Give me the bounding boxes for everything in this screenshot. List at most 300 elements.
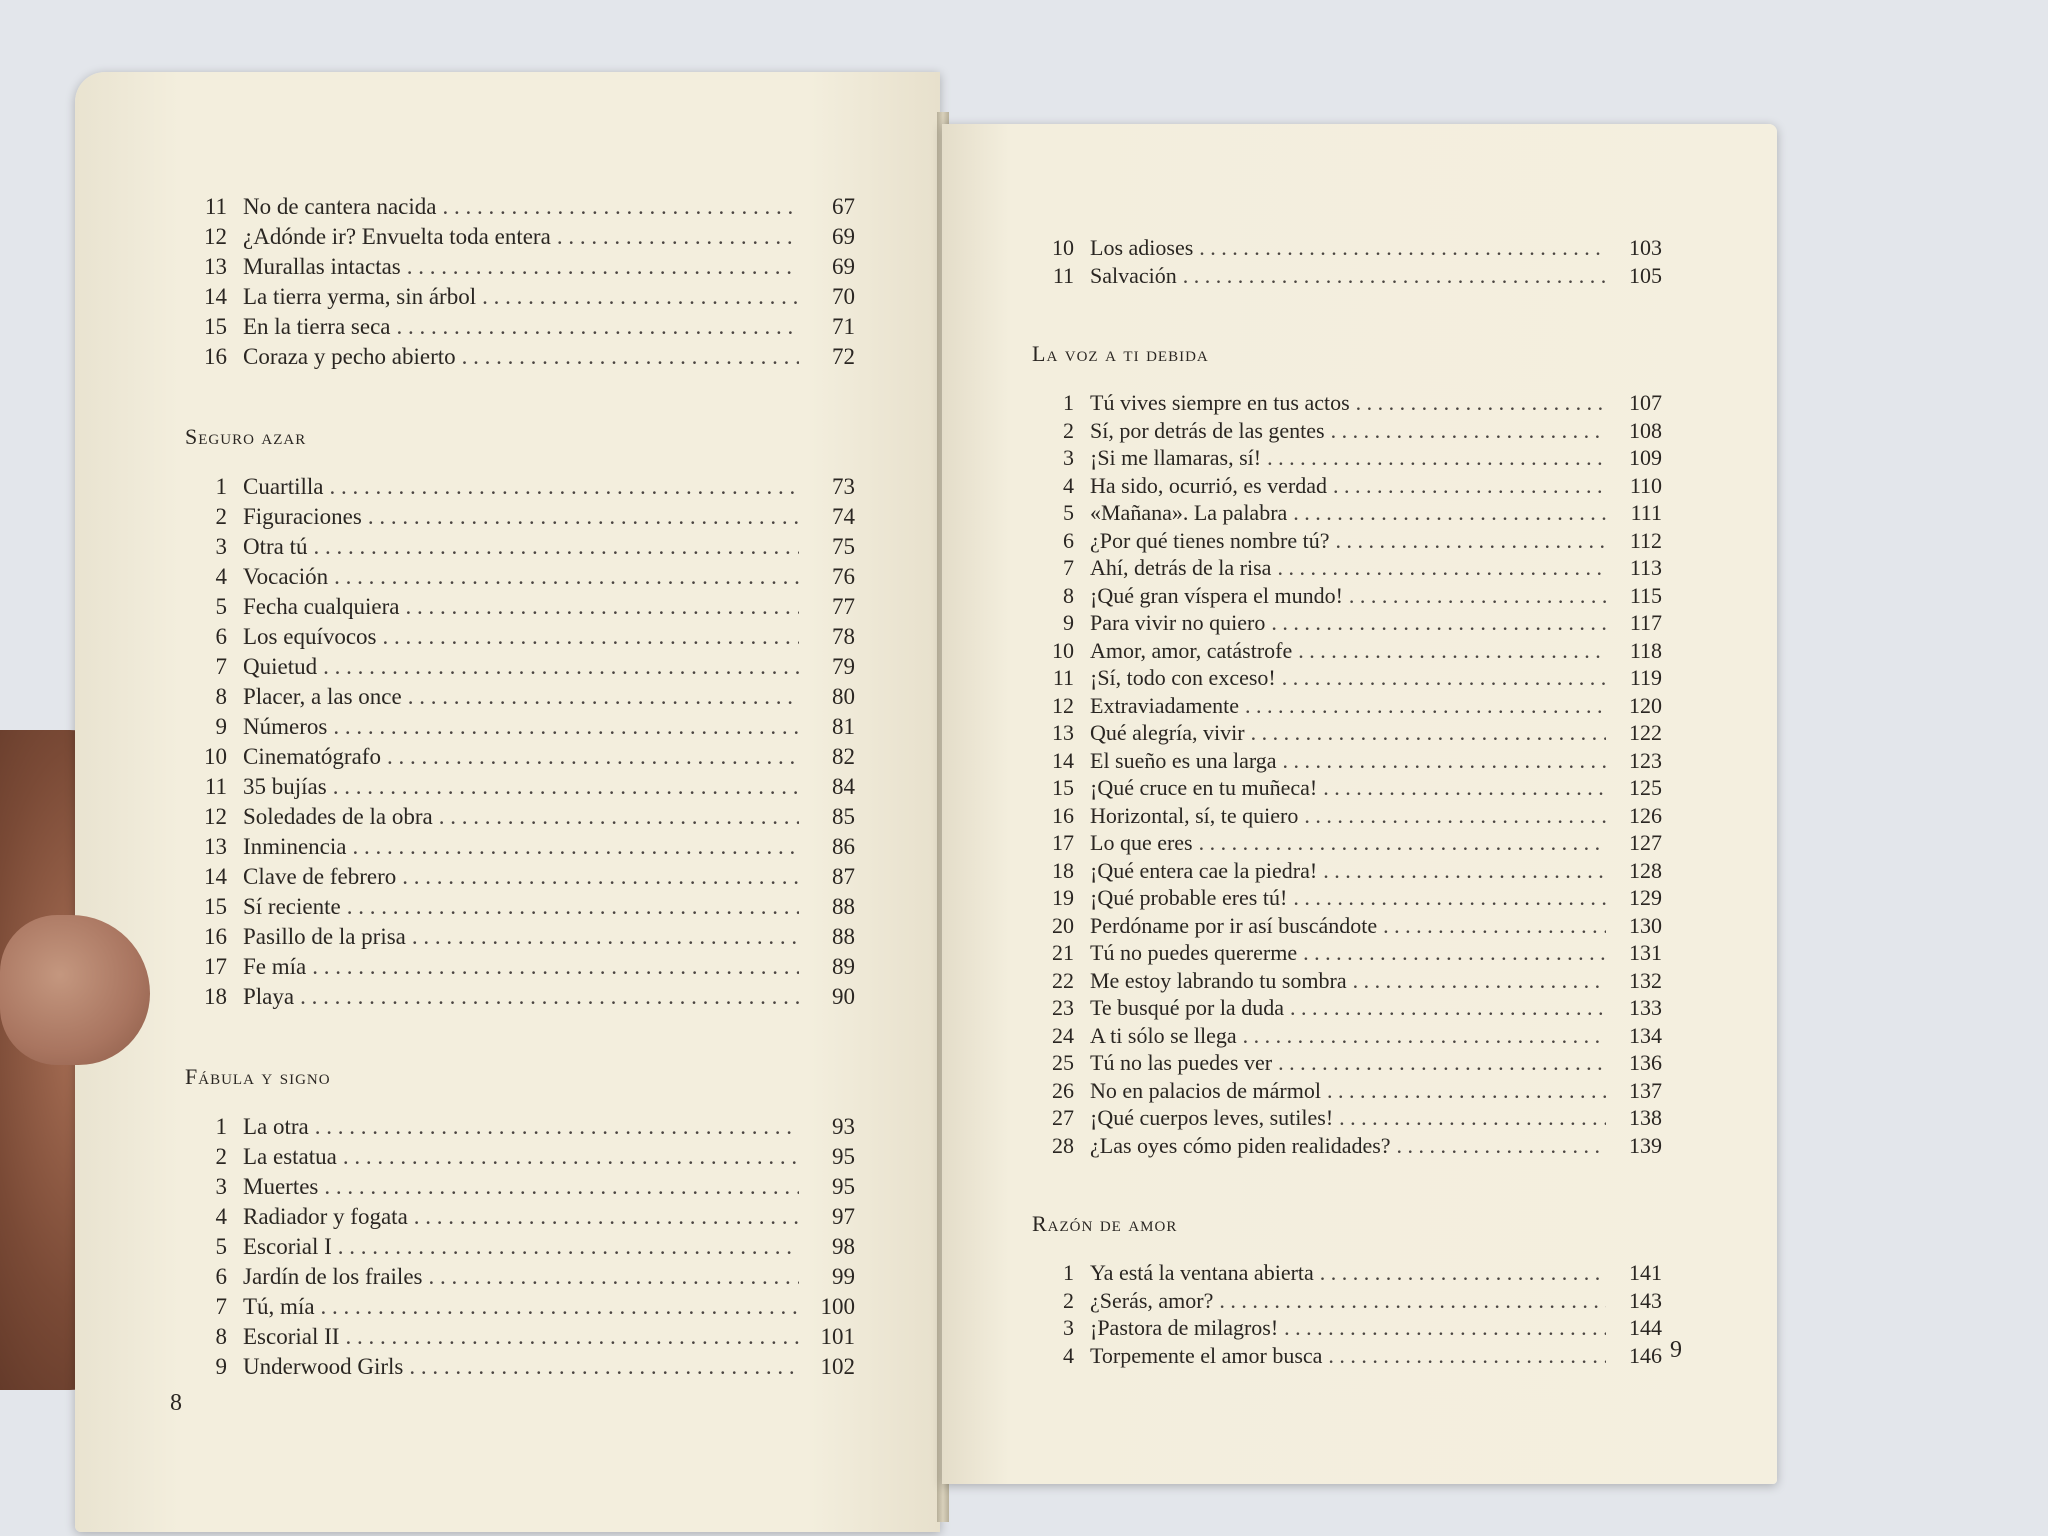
left-toc-column — [185, 192, 855, 1382]
entry-number: 4 — [1063, 1342, 1074, 1368]
dot-leader — [314, 532, 799, 562]
dot-leader — [1356, 389, 1606, 417]
dot-leader — [1353, 967, 1606, 995]
toc-entry — [185, 1232, 855, 1262]
entry-number: 13 — [204, 254, 227, 279]
entry-page-number: 129 — [1629, 885, 1662, 910]
entry-page-number: 123 — [1629, 747, 1662, 773]
entry-number: 6 — [1063, 527, 1074, 553]
toc-entry — [1032, 1314, 1662, 1342]
dot-leader — [1290, 994, 1606, 1022]
toc-entry — [1032, 1049, 1662, 1077]
entry-page-number: 79 — [832, 654, 855, 679]
entry-page-number: 70 — [832, 284, 855, 309]
entry-title: Ha sido, ocurrió, es verdad — [1090, 472, 1328, 498]
toc-entry — [1032, 582, 1662, 610]
dot-leader — [482, 282, 799, 312]
dot-leader — [1304, 802, 1606, 830]
entry-number: 6 — [215, 1264, 227, 1289]
entry-title: ¿Por qué tienes nombre tú? — [1090, 527, 1330, 553]
dot-leader — [338, 1232, 799, 1262]
dot-leader — [334, 562, 799, 592]
toc-entry — [1032, 829, 1662, 857]
entry-title: Muertes — [243, 1174, 319, 1199]
entry-title: ¿Serás, amor? — [1090, 1287, 1214, 1313]
dot-leader — [1336, 527, 1607, 555]
entry-number: 14 — [1052, 747, 1074, 773]
toc-entry — [1032, 554, 1662, 582]
entry-title: Números — [243, 714, 328, 739]
entry-number: 22 — [1052, 967, 1074, 993]
toc-entry — [1032, 1104, 1662, 1132]
entry-page-number: 77 — [832, 594, 855, 619]
dot-leader — [1323, 774, 1606, 802]
toc-entry — [185, 1112, 855, 1142]
entry-page-number: 120 — [1629, 692, 1662, 718]
toc-entry — [1032, 234, 1662, 262]
toc-entry — [185, 742, 855, 772]
entry-title: ¡Pastora de milagros! — [1090, 1315, 1279, 1340]
toc-entry — [185, 862, 855, 892]
dot-leader — [383, 622, 799, 652]
toc-entry — [185, 1262, 855, 1292]
entry-number: 16 — [204, 344, 227, 369]
section-gap — [1032, 1159, 1662, 1211]
toc-entry — [1032, 1022, 1662, 1050]
entry-title: ¡Qué probable eres tú! — [1090, 885, 1288, 910]
entry-page-number: 144 — [1629, 1315, 1662, 1340]
toc-entry — [1032, 1132, 1662, 1160]
dot-leader — [412, 922, 799, 952]
entry-title: Vocación — [243, 564, 329, 589]
dot-leader — [462, 342, 799, 372]
entry-title: Amor, amor, catástrofe — [1090, 637, 1293, 663]
entry-page-number: 69 — [832, 254, 855, 279]
toc-entry — [1032, 912, 1662, 940]
toc-entry — [185, 952, 855, 982]
toc-entry — [185, 802, 855, 832]
dot-leader — [1283, 747, 1606, 775]
toc-entry — [1032, 719, 1662, 747]
entry-number: 6 — [215, 624, 227, 649]
toc-entry — [185, 892, 855, 922]
open-book — [75, 72, 1775, 1532]
entry-number: 16 — [1052, 802, 1074, 828]
page-number: 9 — [1670, 1337, 1682, 1363]
toc-entry — [1032, 389, 1662, 417]
dot-leader — [414, 1202, 799, 1232]
toc-entry — [185, 592, 855, 622]
dot-leader — [428, 1262, 799, 1292]
entry-title: Extraviadamente — [1090, 692, 1240, 718]
entry-number: 12 — [204, 224, 227, 249]
toc-entry — [1032, 774, 1662, 802]
dot-leader — [1327, 1077, 1606, 1105]
entry-page-number: 127 — [1629, 830, 1662, 855]
entry-page-number: 113 — [1629, 555, 1662, 580]
entry-page-number: 138 — [1629, 1105, 1662, 1130]
entry-page-number: 131 — [1629, 940, 1662, 965]
entry-title: Los adioses — [1090, 235, 1194, 260]
entry-number: 10 — [1052, 235, 1074, 260]
dot-leader — [312, 952, 799, 982]
entry-number: 4 — [1063, 472, 1074, 498]
entry-page-number: 97 — [832, 1204, 855, 1229]
entry-page-number: 74 — [832, 504, 855, 529]
entry-page-number: 95 — [832, 1174, 855, 1199]
dot-leader — [352, 832, 799, 862]
entry-page-number: 72 — [832, 344, 855, 369]
entry-page-number: 141 — [1629, 1260, 1662, 1285]
entry-number: 11 — [1052, 665, 1074, 690]
entry-title: A ti sólo se llega — [1090, 1022, 1237, 1048]
entry-page-number: 105 — [1629, 262, 1662, 288]
entry-page-number: 109 — [1629, 445, 1662, 470]
entry-title: Sí, por detrás de las gentes — [1090, 417, 1325, 443]
entry-page-number: 139 — [1629, 1132, 1662, 1158]
entry-number: 19 — [1052, 885, 1074, 910]
entry-title: Tú vives siempre en tus actos — [1090, 390, 1350, 415]
entry-number: 3 — [215, 534, 227, 559]
dot-leader — [321, 1292, 799, 1322]
entry-page-number: 84 — [832, 774, 855, 799]
entry-page-number: 98 — [832, 1234, 855, 1259]
right-page — [942, 124, 1777, 1484]
entry-number: 10 — [204, 744, 227, 769]
dot-leader — [345, 1322, 799, 1352]
dot-leader — [333, 772, 799, 802]
entry-page-number: 78 — [832, 624, 855, 649]
entry-title: ¡Qué cuerpos leves, sutiles! — [1090, 1105, 1334, 1130]
entry-title: Coraza y pecho abierto — [243, 344, 456, 369]
entry-number: 14 — [204, 284, 227, 309]
entry-number: 11 — [1052, 262, 1074, 288]
entry-number: 9 — [1063, 610, 1074, 635]
section-heading: Seguro azar — [185, 424, 307, 449]
entry-page-number: 87 — [832, 864, 855, 889]
entry-title: ¡Si me llamaras, sí! — [1090, 445, 1262, 470]
dot-leader — [1251, 719, 1606, 747]
toc-entry — [185, 192, 855, 222]
toc-entry — [1032, 1259, 1662, 1287]
dot-leader — [324, 1172, 799, 1202]
entry-number: 14 — [204, 864, 227, 889]
right-toc-column — [1032, 234, 1662, 1369]
entry-number: 9 — [215, 714, 227, 739]
entry-title: Fe mía — [243, 954, 307, 979]
entry-title: ¿Adónde ir? Envuelta toda entera — [243, 224, 551, 249]
toc-entry — [185, 1172, 855, 1202]
entry-number: 20 — [1052, 912, 1074, 938]
entry-title: Tú no las puedes ver — [1090, 1050, 1273, 1075]
entry-page-number: 137 — [1629, 1077, 1662, 1103]
dot-leader — [1199, 829, 1606, 857]
entry-page-number: 93 — [832, 1114, 855, 1139]
entry-title: ¡Qué cruce en tu muñeca! — [1090, 775, 1318, 800]
section-heading: Razón de amor — [1032, 1211, 1178, 1236]
toc-entry — [185, 472, 855, 502]
entry-page-number: 102 — [820, 1354, 855, 1379]
dot-leader — [1397, 1132, 1606, 1160]
entry-number: 12 — [204, 804, 227, 829]
entry-number: 5 — [215, 594, 227, 619]
page-number: 8 — [170, 1390, 182, 1416]
entry-number: 3 — [1063, 445, 1074, 470]
entry-page-number: 110 — [1629, 472, 1662, 498]
toc-entry — [1032, 637, 1662, 665]
entry-page-number: 119 — [1629, 665, 1662, 690]
entry-title: Playa — [243, 984, 295, 1009]
entry-page-number: 118 — [1629, 637, 1662, 663]
toc-entry — [1032, 939, 1662, 967]
entry-page-number: 76 — [832, 564, 855, 589]
entry-title: Para vivir no quiero — [1090, 610, 1266, 635]
entry-title: La tierra yerma, sin árbol — [243, 284, 477, 309]
entry-number: 2 — [215, 1144, 227, 1169]
toc-entry — [185, 622, 855, 652]
entry-title: ¡Qué gran víspera el mundo! — [1090, 582, 1343, 608]
entry-title: Figuraciones — [243, 504, 362, 529]
entry-title: Cinematógrafo — [243, 744, 381, 769]
dot-leader — [1278, 1049, 1606, 1077]
dot-leader — [1284, 1314, 1606, 1342]
toc-entry — [185, 342, 855, 372]
toc-entry — [1032, 1287, 1662, 1315]
entry-title: Qué alegría, vivir — [1090, 720, 1245, 745]
toc-entry — [1032, 1077, 1662, 1105]
entry-number: 13 — [1052, 720, 1074, 745]
entry-page-number: 89 — [832, 954, 855, 979]
toc-entry — [185, 1142, 855, 1172]
entry-title: Placer, a las once — [243, 684, 402, 709]
entry-page-number: 125 — [1629, 775, 1662, 800]
entry-number: 1 — [1063, 1260, 1074, 1285]
entry-page-number: 80 — [832, 684, 855, 709]
entry-number: 18 — [204, 984, 227, 1009]
entry-number: 24 — [1052, 1022, 1074, 1048]
entry-number: 18 — [1052, 857, 1074, 883]
entry-number: 15 — [1052, 775, 1074, 800]
entry-number: 7 — [1063, 555, 1074, 580]
toc-entry — [1032, 499, 1662, 527]
entry-number: 11 — [204, 194, 227, 219]
entry-title: Underwood Girls — [243, 1354, 404, 1379]
entry-number: 4 — [215, 564, 227, 589]
entry-page-number: 101 — [820, 1324, 855, 1349]
toc-entry — [185, 502, 855, 532]
entry-title: Radiador y fogata — [243, 1204, 408, 1229]
toc-entry — [185, 222, 855, 252]
entry-number: 1 — [215, 474, 227, 499]
dot-leader — [343, 1142, 799, 1172]
entry-page-number: 146 — [1629, 1342, 1662, 1368]
entry-page-number: 128 — [1629, 857, 1662, 883]
entry-page-number: 75 — [832, 534, 855, 559]
entry-page-number: 108 — [1629, 417, 1662, 443]
entry-title: Otra tú — [243, 534, 308, 559]
entry-title: No en palacios de mármol — [1090, 1077, 1321, 1103]
entry-page-number: 132 — [1629, 967, 1662, 993]
entry-title: Escorial II — [243, 1324, 340, 1349]
entry-page-number: 81 — [832, 714, 855, 739]
entry-number: 9 — [215, 1354, 227, 1379]
section-heading: La voz a ti debida — [1032, 341, 1209, 366]
toc-entry — [1032, 609, 1662, 637]
toc-entry — [185, 1322, 855, 1352]
toc-entry — [1032, 967, 1662, 995]
dot-leader — [405, 592, 799, 622]
entry-number: 26 — [1052, 1077, 1074, 1103]
entry-page-number: 134 — [1629, 1022, 1662, 1048]
dot-leader — [1293, 884, 1606, 912]
entry-number: 2 — [1063, 417, 1074, 443]
dot-leader — [1183, 262, 1606, 290]
toc-entry — [185, 772, 855, 802]
entry-page-number: 85 — [832, 804, 855, 829]
entry-number: 8 — [1063, 582, 1074, 608]
entry-page-number: 67 — [832, 194, 855, 219]
entry-title: La estatua — [243, 1144, 337, 1169]
dot-leader — [1267, 444, 1606, 472]
entry-number: 13 — [204, 834, 227, 859]
entry-title: ¡Qué entera cae la piedra! — [1090, 857, 1318, 883]
entry-number: 7 — [215, 654, 227, 679]
toc-entry — [185, 252, 855, 282]
dot-leader — [1199, 234, 1606, 262]
entry-title: 35 bujías — [243, 774, 327, 799]
section-gap — [185, 372, 855, 424]
entry-number: 4 — [215, 1204, 227, 1229]
toc-entry — [185, 682, 855, 712]
entry-title: Soledades de la obra — [243, 804, 433, 829]
entry-page-number: 126 — [1629, 802, 1662, 828]
entry-number: 7 — [215, 1294, 227, 1319]
entry-title: Tú, mía — [243, 1294, 315, 1319]
entry-page-number: 107 — [1629, 390, 1662, 415]
left-page — [75, 72, 940, 1532]
entry-title: En la tierra seca — [243, 314, 391, 339]
dot-leader — [1320, 1259, 1606, 1287]
entry-page-number: 117 — [1629, 610, 1662, 635]
toc-entry — [185, 982, 855, 1012]
entry-page-number: 86 — [832, 834, 855, 859]
entry-title: No de cantera nacida — [243, 194, 437, 219]
dot-leader — [1328, 1342, 1606, 1370]
toc-entry — [1032, 747, 1662, 775]
entry-page-number: 69 — [832, 224, 855, 249]
dot-leader — [333, 712, 799, 742]
entry-number: 25 — [1052, 1050, 1074, 1075]
entry-number: 5 — [215, 1234, 227, 1259]
toc-entry — [1032, 527, 1662, 555]
dot-leader — [1245, 692, 1606, 720]
dot-leader — [1243, 1022, 1606, 1050]
toc-entry — [185, 1292, 855, 1322]
entry-page-number: 99 — [832, 1264, 855, 1289]
entry-title: Sí reciente — [243, 894, 341, 919]
entry-title: Lo que eres — [1090, 830, 1193, 855]
toc-entry — [185, 652, 855, 682]
dot-leader — [329, 472, 799, 502]
entry-page-number: 122 — [1629, 720, 1662, 745]
toc-entry — [1032, 884, 1662, 912]
toc-entry — [185, 712, 855, 742]
dot-leader — [347, 892, 799, 922]
entry-title: La otra — [243, 1114, 309, 1139]
toc-entry — [185, 832, 855, 862]
entry-number: 27 — [1052, 1105, 1074, 1130]
dot-leader — [323, 652, 799, 682]
dot-leader — [407, 252, 799, 282]
entry-title: Tú no puedes quererme — [1090, 940, 1298, 965]
dot-leader — [1331, 417, 1606, 445]
toc-entry — [1032, 692, 1662, 720]
entry-page-number: 95 — [832, 1144, 855, 1169]
dot-leader — [1303, 939, 1606, 967]
entry-page-number: 130 — [1629, 912, 1662, 938]
dot-leader — [387, 742, 799, 772]
entry-page-number: 71 — [832, 314, 855, 339]
entry-title: Horizontal, sí, te quiero — [1090, 802, 1299, 828]
toc-entry — [185, 532, 855, 562]
dot-leader — [300, 982, 799, 1012]
entry-number: 2 — [1063, 1287, 1074, 1313]
entry-number: 3 — [215, 1174, 227, 1199]
toc-entry — [1032, 994, 1662, 1022]
dot-leader — [368, 502, 799, 532]
entry-title: Jardín de los frailes — [243, 1264, 423, 1289]
entry-number: 17 — [1052, 830, 1074, 855]
entry-title: Cuartilla — [243, 474, 324, 499]
dot-leader — [1271, 609, 1606, 637]
entry-number: 3 — [1063, 1315, 1074, 1340]
dot-leader — [1323, 857, 1606, 885]
toc-entry — [185, 1352, 855, 1382]
entry-title: «Mañana». La palabra — [1090, 500, 1288, 525]
dot-leader — [1349, 582, 1606, 610]
dot-leader — [442, 192, 799, 222]
dot-leader — [1339, 1104, 1606, 1132]
entry-page-number: 100 — [820, 1294, 855, 1319]
dot-leader — [1293, 499, 1606, 527]
dot-leader — [1219, 1287, 1606, 1315]
entry-title: Perdóname por ir así buscándote — [1090, 912, 1378, 938]
section-gap — [1032, 289, 1662, 341]
entry-title: Inminencia — [243, 834, 347, 859]
toc-entry — [185, 562, 855, 592]
section-heading: Fábula y signo — [185, 1064, 331, 1089]
dot-leader — [1282, 664, 1606, 692]
toc-entry — [185, 922, 855, 952]
entry-title: Ya está la ventana abierta — [1090, 1260, 1314, 1285]
dot-leader — [557, 222, 799, 252]
entry-number: 21 — [1052, 940, 1074, 965]
dot-leader — [397, 312, 800, 342]
entry-number: 2 — [215, 504, 227, 529]
entry-number: 1 — [1063, 390, 1074, 415]
entry-number: 15 — [204, 894, 227, 919]
entry-number: 28 — [1052, 1132, 1074, 1158]
dot-leader — [1298, 637, 1606, 665]
entry-title: ¡Sí, todo con exceso! — [1090, 665, 1276, 690]
dot-leader — [1333, 472, 1606, 500]
entry-title: Me estoy labrando tu sombra — [1090, 967, 1347, 993]
entry-page-number: 88 — [832, 924, 855, 949]
entry-number: 11 — [204, 774, 227, 799]
entry-title: Ahí, detrás de la risa — [1090, 555, 1272, 580]
entry-title: Salvación — [1090, 262, 1177, 288]
entry-title: Pasillo de la prisa — [243, 924, 406, 949]
